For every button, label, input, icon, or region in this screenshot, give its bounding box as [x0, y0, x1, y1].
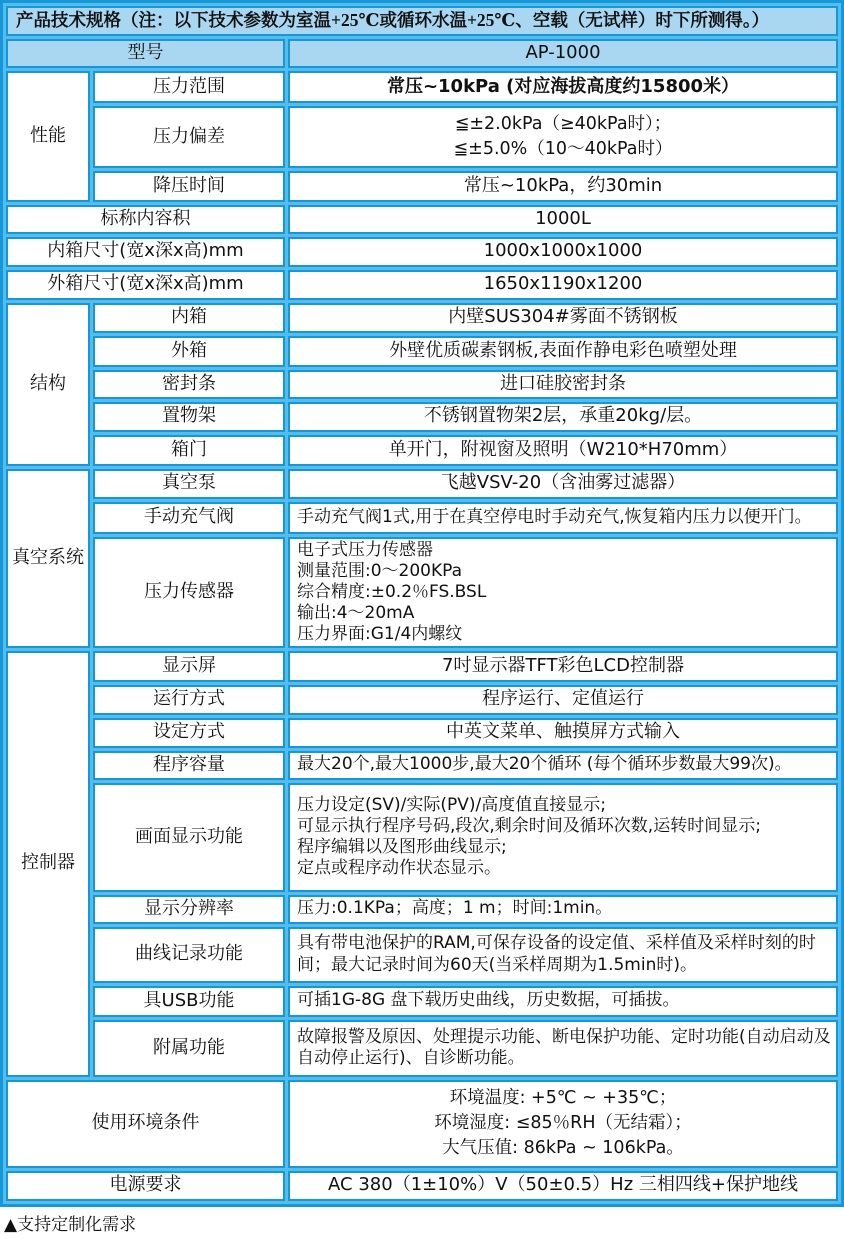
table-row	[6, 106, 838, 168]
table-row	[6, 435, 838, 466]
display-screen-label: 显示屏	[93, 651, 285, 682]
inner-box-label: 内箱	[93, 303, 285, 333]
pressure-sensor-line: 电子式压力传感器	[297, 539, 433, 560]
table-row	[6, 303, 838, 333]
pressure-sensor-line: 综合精度:±0.2％FS.BSL	[297, 581, 487, 602]
table-row	[6, 685, 838, 715]
page-title: 产品技术规格（注：以下技术参数为室温+25℃或循环水温+25℃、空载（无试样）时下所测得。）	[6, 6, 838, 36]
vacuum-pump-value: 飞越VSV-20（含油雾过滤器）	[288, 469, 838, 499]
power-label: 电源要求	[6, 1171, 285, 1201]
table-row	[6, 718, 838, 748]
group-controller: 控制器	[6, 651, 90, 1077]
table-row	[6, 651, 838, 682]
screen-display-line: 定点或程序动作状态显示。	[297, 858, 501, 878]
table-row	[6, 1171, 838, 1201]
environment-value	[288, 1080, 838, 1168]
table-row	[6, 270, 838, 300]
table-row	[6, 751, 838, 780]
usb-function-label: 具USB功能	[93, 986, 285, 1017]
nominal-volume-value: 1000L	[288, 205, 838, 234]
table-row	[6, 537, 838, 648]
door-value: 单开门，附视窗及照明（W210*H70mm）	[288, 435, 838, 466]
shelf-value: 不锈钢置物架2层，承重20kg/层。	[288, 402, 838, 432]
accessory-function-label: 附属功能	[93, 1020, 285, 1077]
pressure-deviation-line: ≦±5.0%（10～40kPa时）	[453, 139, 673, 159]
nominal-volume-label: 标称内容积	[6, 205, 285, 234]
display-resolution-value: 压力:0.1KPa；高度；1 m；时间:1min。	[288, 895, 838, 924]
customization-note: ▲支持定制化需求	[0, 1207, 844, 1239]
pressure-deviation-value	[288, 106, 838, 168]
pressure-deviation-line: ≦±2.0kPa（≥40kPa时）；	[454, 114, 672, 134]
table-row	[6, 71, 838, 103]
table-row	[6, 502, 838, 534]
table-row	[6, 469, 838, 499]
model-label: 型号	[6, 39, 285, 68]
environment-label: 使用环境条件	[6, 1080, 285, 1168]
run-mode-label: 运行方式	[93, 685, 285, 715]
table-row	[6, 986, 838, 1017]
manual-valve-label: 手动充气阀	[93, 502, 285, 534]
screen-display-label: 画面显示功能	[93, 783, 285, 892]
table-row	[6, 6, 838, 36]
table-row	[6, 205, 838, 234]
table-row	[6, 402, 838, 432]
seal-strip-value: 进口硅胶密封条	[288, 370, 838, 399]
table-row	[6, 370, 838, 399]
outer-box-value: 外壁优质碳素钢板,表面作静电彩色喷塑处理	[288, 336, 838, 367]
decompression-time-value: 常压~10kPa，约30min	[288, 171, 838, 202]
pressure-range-value: 常压~10kPa (对应海拔高度约15800米）	[288, 71, 838, 103]
display-resolution-label: 显示分辨率	[93, 895, 285, 924]
curve-record-value: 具有带电池保护的RAM,可保存设备的设定值、采样值及采样时刻的时间；最大记录时间为60天(当采样周期为1.5min时)。	[288, 927, 838, 983]
outer-dimensions-label: 外箱尺寸(宽x深x高)mm	[6, 270, 285, 300]
inner-dimensions-label: 内箱尺寸(宽x深x高)mm	[6, 237, 285, 267]
run-mode-value: 程序运行、定值运行	[288, 685, 838, 715]
table-row	[6, 895, 838, 924]
pressure-sensor-line: 测量范围:0〜200KPa	[297, 560, 463, 581]
display-screen-value: 7吋显示器TFT彩色LCD控制器	[288, 651, 838, 682]
environment-line: 环境湿度: ≤85％RH（无结霜）；	[434, 1113, 692, 1133]
pressure-sensor-line: 压力界面:G1/4内螺纹	[297, 623, 463, 644]
screen-display-line: 压力设定(SV)/实际(PV)/高度值直接显示;	[297, 795, 607, 815]
environment-line: 大气压值: 86kPa ~ 106kPa。	[442, 1138, 684, 1158]
accessory-function-value: 故障报警及原因、处理提示功能、断电保护功能、定时功能(自动启动及自动停止运行)、自诊断功能。	[288, 1020, 838, 1077]
screen-display-value	[288, 783, 838, 892]
inner-box-value: 内壁SUS304#雾面不锈钢板	[288, 303, 838, 333]
outer-dimensions-value: 1650x1190x1200	[288, 270, 838, 300]
program-capacity-label: 程序容量	[93, 751, 285, 780]
table-row	[6, 171, 838, 202]
pressure-sensor-line: 输出:4〜20mA	[297, 602, 415, 623]
curve-record-label: 曲线记录功能	[93, 927, 285, 983]
pressure-sensor-value	[288, 537, 838, 648]
power-value: AC 380（1±10%）V（50±0.5）Hz 三相四线+保护地线	[288, 1171, 838, 1201]
table-row	[6, 927, 838, 983]
door-label: 箱门	[93, 435, 285, 466]
decompression-time-label: 降压时间	[93, 171, 285, 202]
environment-line: 环境温度: +5℃ ~ +35℃；	[449, 1088, 677, 1108]
program-capacity-value: 最大20个,最大1000步,最大20个循环 (每个循环步数最大99次)。	[288, 751, 838, 780]
inner-dimensions-value: 1000x1000x1000	[288, 237, 838, 267]
table-row	[6, 336, 838, 367]
screen-display-line: 程序编辑以及图形曲线显示;	[297, 837, 507, 857]
shelf-label: 置物架	[93, 402, 285, 432]
group-structure: 结构	[6, 303, 90, 466]
vacuum-pump-label: 真空泵	[93, 469, 285, 499]
pressure-sensor-label: 压力传感器	[93, 537, 285, 648]
table-row	[6, 1080, 838, 1168]
pressure-deviation-label: 压力偏差	[93, 106, 285, 168]
model-value: AP-1000	[288, 39, 838, 68]
table-row	[6, 237, 838, 267]
usb-function-value: 可插1G-8G 盘下载历史曲线，历史数据，可插拔。	[288, 986, 838, 1017]
seal-strip-label: 密封条	[93, 370, 285, 399]
table-row	[6, 1020, 838, 1077]
setting-mode-label: 设定方式	[93, 718, 285, 748]
table-row	[6, 783, 838, 892]
outer-box-label: 外箱	[93, 336, 285, 367]
setting-mode-value: 中英文菜单、触摸屏方式输入	[288, 718, 838, 748]
group-performance: 性能	[6, 71, 90, 202]
screen-display-line: 可显示执行程序号码,段次,剩余时间及循环次数,运转时间显示;	[297, 816, 761, 836]
table-row	[6, 39, 838, 68]
manual-valve-value: 手动充气阀1式,用于在真空停电时手动充气,恢复箱内压力以便开门。	[288, 502, 838, 534]
pressure-range-label: 压力范围	[93, 71, 285, 103]
group-vacuum-system: 真空系统	[6, 469, 90, 648]
